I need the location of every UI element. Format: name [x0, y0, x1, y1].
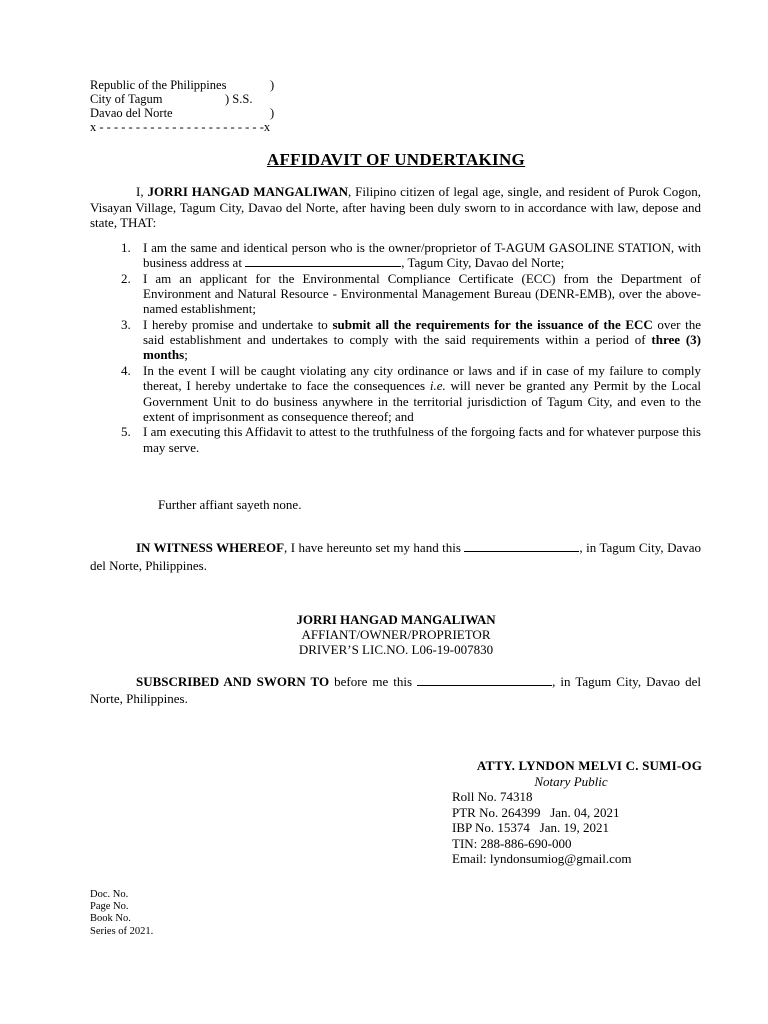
- item-number: 1.: [121, 240, 131, 255]
- venue-mark-2: ) S.S.: [225, 92, 253, 106]
- item-text: I am an applicant for the Environmental Compliance Certificate (ECC) from the Department of Environment and Natural Resource - Environmental Management Bureau (DENR-EMB), over the above-named establishment;: [143, 270, 701, 317]
- item-text: I hereby promise and undertake to: [143, 316, 333, 332]
- doc-no: Doc. No.: [90, 889, 129, 900]
- item-text: I am executing this Affidavit to attest to the truthfulness of the forgoing facts and for whatever purpose this may serve.: [143, 424, 701, 455]
- item-number: 5.: [121, 424, 131, 440]
- undertaking-list: [121, 240, 701, 455]
- item-text: In the event I will be caught violating any city ordinance or laws and if in case of my failure to comply thereat, I hereby undertake to face the consequences: [143, 362, 701, 394]
- item-emphasis: submit all the requirements for the issuance of the ECC: [332, 316, 653, 332]
- subscribed-text: before me this: [329, 674, 418, 689]
- business-address-blank: [245, 255, 401, 267]
- series: Series of 2021.: [90, 925, 154, 937]
- witness-text: , I have hereunto set my hand this: [284, 540, 465, 555]
- item-text: I am the same and identical person who is the owner/proprietor of T-AGUM GASOLINE STATION, with business address at: [143, 240, 701, 271]
- notary-email: Email: lyndonsumiog@gmail.com: [452, 851, 632, 866]
- item-number: 4.: [121, 362, 131, 378]
- list-item: [121, 316, 701, 363]
- venue-separator: x - - - - - - - - - - - - - - - - - - - - - - -x: [90, 120, 271, 134]
- list-item: [121, 362, 701, 424]
- venue-mark-3: ): [270, 106, 275, 120]
- item-emphasis: three (3) months: [143, 332, 701, 363]
- affiant-name: JORRI HANGAD MANGALIWAN: [296, 612, 496, 627]
- list-item: [121, 270, 701, 317]
- notarial-register-info: [90, 889, 153, 938]
- notary-role: Notary Public: [534, 773, 608, 789]
- affiant-signature-block: [0, 612, 768, 657]
- intro-text: , Filipino citizen of legal age, single, and resident of Purok Cogon, Visayan Village, Tagum City, Davao del Norte, after having been duly sworn to in accordance with law, depose and state, THAT:: [90, 184, 701, 230]
- venue-block: [90, 78, 275, 134]
- page-no: Page No.: [90, 901, 129, 913]
- list-item: [121, 424, 701, 455]
- venue-province: Davao del Norte: [90, 106, 173, 120]
- notary-block: [440, 758, 702, 867]
- item-text: ;: [184, 347, 188, 363]
- intro-paragraph: [90, 184, 701, 231]
- subscribed-paragraph: [90, 673, 701, 707]
- notary-ibp: IBP No. 15374 Jan. 19, 2021: [452, 820, 609, 835]
- item-number: 3.: [121, 316, 131, 332]
- venue-city: City of Tagum: [90, 92, 163, 106]
- book-no: Book No.: [90, 913, 131, 925]
- venue-mark-1: ): [270, 78, 275, 92]
- further-affiant: Further affiant sayeth none.: [158, 497, 302, 512]
- witness-paragraph: [90, 539, 701, 575]
- affiant-role: AFFIANT/OWNER/PROPRIETOR: [301, 627, 491, 642]
- item-text: , Tagum City, Davao del Norte;: [401, 255, 565, 271]
- item-number: 2.: [121, 270, 131, 286]
- notary-ptr: PTR No. 264399 Jan. 04, 2021: [452, 804, 620, 820]
- subscribed-text: , in Tagum City, Davao del Norte, Philippines.: [90, 674, 701, 706]
- item-text: will never be granted any Permit by the Local Government Unit to do business anywhere in the territorial jurisdiction of Tagum City, and even to the extent of imprisonment as consequence thereof; and: [143, 378, 701, 424]
- subscribed-date-blank: [417, 674, 552, 686]
- affiant-name-inline: JORRI HANGAD MANGALIWAN: [147, 184, 349, 199]
- notary-name: ATTY. LYNDON MELVI C. SUMI-OG: [476, 758, 702, 773]
- witness-date-blank: [464, 540, 579, 552]
- witness-text: , in Tagum City, Davao del Norte, Philippines.: [90, 540, 701, 573]
- affiant-license: DRIVER’S LIC.NO. L06-19-007830: [298, 642, 494, 657]
- notary-roll: Roll No. 74318: [452, 789, 533, 804]
- subscribed-heading: SUBSCRIBED AND SWORN TO: [136, 674, 330, 689]
- item-text: over the said establishment and undertakes to comply with the said requirements within a period of: [143, 316, 701, 348]
- notary-tin: TIN: 288-886-690-000: [452, 835, 572, 851]
- item-italic: i.e.: [429, 378, 446, 394]
- witness-heading: IN WITNESS WHEREOF: [136, 540, 285, 555]
- intro-prefix: I,: [136, 184, 148, 199]
- list-item: [121, 240, 701, 271]
- document-title: AFFIDAVIT OF UNDERTAKING: [266, 150, 526, 169]
- venue-country: Republic of the Philippines: [90, 78, 227, 92]
